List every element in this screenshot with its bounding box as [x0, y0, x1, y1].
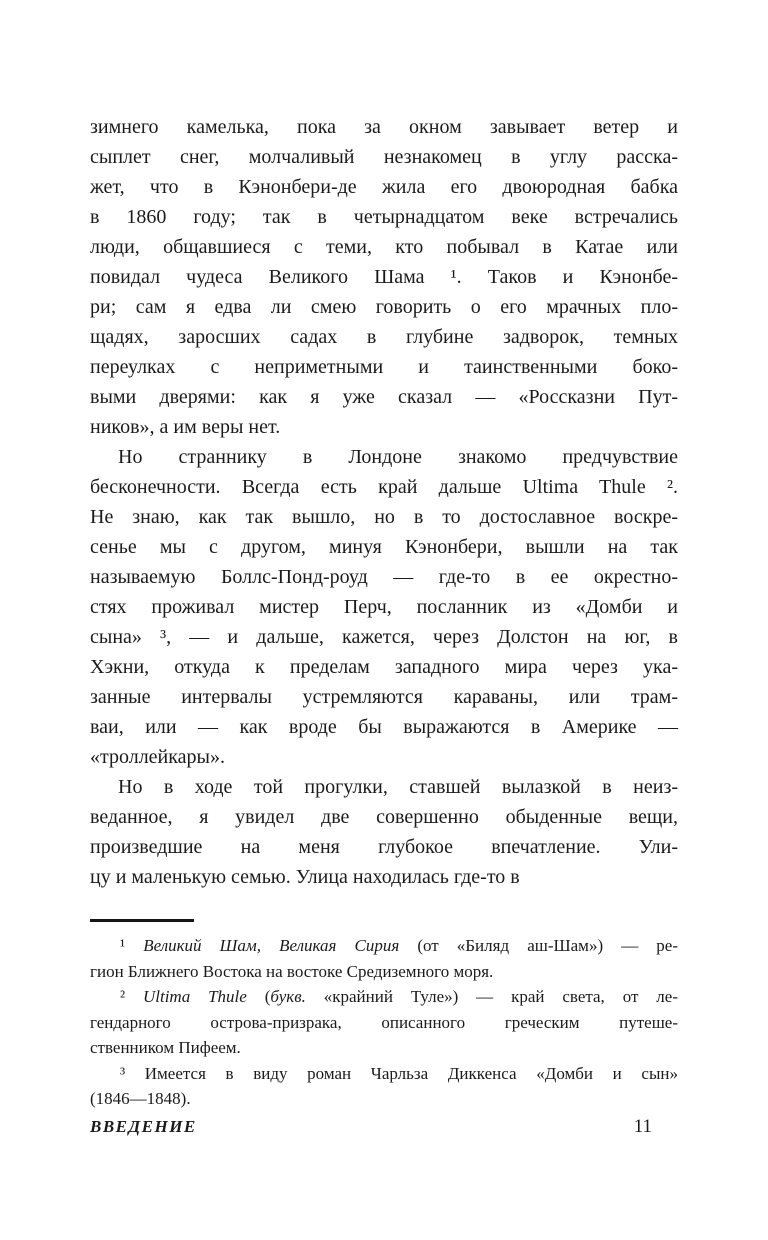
footnote-separator: [90, 919, 194, 922]
text-line: ников», а им веры нет.: [90, 416, 281, 438]
text-line: переулках с неприметными и таинственными боко-: [90, 356, 678, 378]
text-line: Но в ходе той прогулки, ставшей вылазкой в неиз-: [118, 776, 678, 798]
footnote-line: [90, 984, 678, 1010]
footnote-text: ²: [120, 987, 143, 1006]
footnote-line: [90, 1061, 678, 1087]
footnote-text: (: [246, 987, 271, 1006]
text-line: «троллейкары».: [90, 746, 225, 768]
footnote-text: ³ Имеется в виду роман Чарльза Диккенса «Домби и сын»: [120, 1063, 678, 1083]
footnote-line: [90, 1035, 678, 1061]
footnote-text-italic: Великий Шам, Великая Сирия: [143, 936, 400, 955]
text-line: в 1860 году; так в четырнадцатом веке встречались: [90, 206, 678, 228]
footnote-text: гион Ближнего Востока на востоке Средиземного моря.: [90, 961, 494, 981]
footnote-text: ственником Пифеем.: [90, 1038, 241, 1057]
paragraph: [90, 112, 678, 442]
footnote: [90, 1061, 678, 1112]
text-line: выми дверями: как я уже сказал — «Россказни Пут-: [90, 386, 678, 408]
text-line: Хэкни, откуда к пределам западного мира через ука-: [90, 656, 678, 678]
text-line: жет, что в Кэнонбери-де жила его двоюродная бабка: [90, 176, 678, 198]
text-line: цу и маленькую семью. Улица находилась где-то в: [90, 866, 520, 888]
text-line: ри; сам я едва ли смею говорить о его мрачных пло-: [90, 296, 678, 318]
text-line: называемую Боллс-Понд-роуд — где-то в ее окрестно-: [90, 566, 678, 588]
footnote-text: «крайний Туле») — край света, от ле-: [305, 987, 678, 1006]
text-line: стях проживал мистер Перч, посланник из «Домби и: [90, 596, 678, 618]
text-line: произведшие на меня глубокое впечатление. Ули-: [90, 836, 678, 858]
text-line: ваи, или — как вроде бы выражаются в Америке —: [90, 716, 678, 738]
footnote-text: (от «Биляд аш-Шам») — ре-: [399, 936, 678, 955]
text-line: Не знаю, как так вышло, но в то достославное воскре-: [90, 506, 678, 528]
footnote-line: [90, 1086, 678, 1112]
page-number: 11: [633, 1116, 652, 1137]
page-footer: [90, 1116, 678, 1138]
footnote-text: ¹: [120, 936, 144, 955]
footnote: [90, 933, 678, 984]
text-line: веданное, я увидел две совершенно обыденные вещи,: [90, 806, 678, 828]
text-line: сына» ³, — и дальше, кажется, через Долстон на юг, в: [90, 626, 678, 648]
text-line: люди, общавшиеся с теми, кто побывал в Катае или: [90, 236, 678, 258]
main-text: [90, 112, 678, 892]
running-title: ВВЕДЕНИЕ: [90, 1117, 197, 1136]
text-line: повидал чудеса Великого Шама ¹. Таков и Кэнонбе-: [90, 266, 678, 288]
footnotes: [90, 933, 678, 1112]
footnote-line: [90, 1010, 678, 1036]
text-line: сыплет снег, молчаливый незнакомец в углу расска-: [90, 146, 678, 168]
footnote-text: гендарного острова-призрака, описанного греческим путеше-: [90, 1012, 678, 1032]
text-line: бесконечности. Всегда есть край дальше Ultima Thule ².: [90, 476, 678, 498]
footnote-line: [90, 933, 678, 959]
text-line: зимнего камелька, пока за окном завывает ветер и: [90, 116, 678, 138]
paragraph: [90, 772, 678, 892]
footnote: [90, 984, 678, 1061]
paragraph: [90, 442, 678, 772]
text-line: сенье мы с другом, минуя Кэнонбери, вышли на так: [90, 536, 678, 558]
text-line: занные интервалы устремляются караваны, или трам-: [90, 686, 678, 708]
text-line: щадях, заросших садах в глубине задворок, темных: [90, 326, 678, 348]
text-line: Но страннику в Лондоне знакомо предчувствие: [118, 446, 678, 468]
footnote-line: [90, 959, 678, 985]
footnote-text: (1846—1848).: [90, 1089, 191, 1108]
footnote-text-italic: букв.: [270, 987, 306, 1006]
footnote-text-italic: Ultima Thule: [142, 987, 247, 1006]
